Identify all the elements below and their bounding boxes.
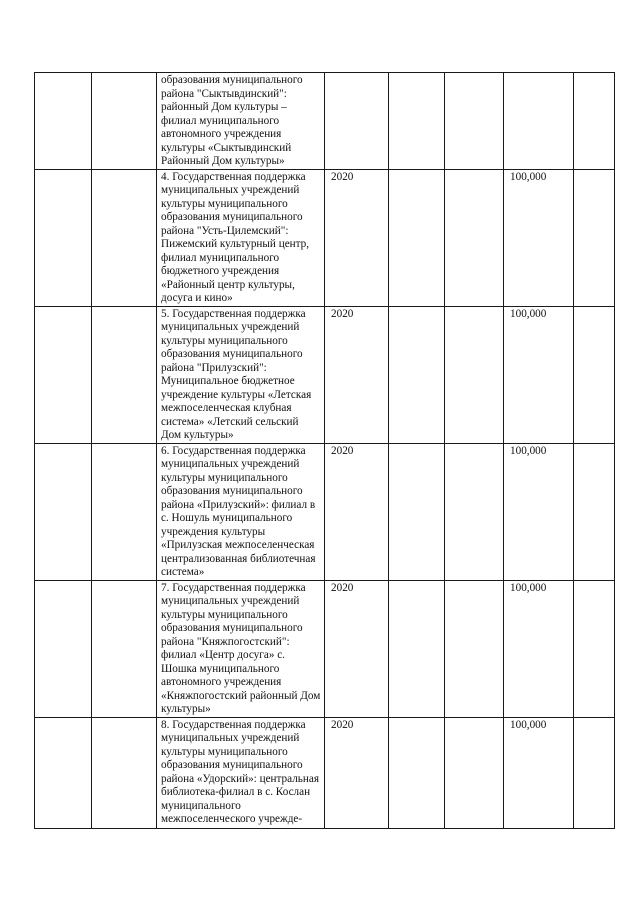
amount-cell: 100,000 xyxy=(504,443,574,580)
empty-cell xyxy=(574,73,615,170)
empty-cell xyxy=(389,169,445,306)
table-row xyxy=(35,306,615,443)
year-cell: 2020 xyxy=(325,169,389,306)
empty-cell xyxy=(445,169,504,306)
code-cell xyxy=(92,306,157,443)
table-row xyxy=(35,717,615,828)
year-cell: 2020 xyxy=(325,306,389,443)
code-cell xyxy=(92,169,157,306)
budget-table xyxy=(34,72,615,829)
empty-cell xyxy=(389,717,445,828)
code-cell xyxy=(92,73,157,170)
table-row xyxy=(35,169,615,306)
description-cell: 4. Государственная поддержка муниципальных учреждений культуры муниципального образования муниципального района "Усть-Цилемский": Пижемский культурный центр, филиал муниципального бюджетного учреждения «Районный центр культуры, досуга и кино» xyxy=(157,169,325,306)
table-row xyxy=(35,443,615,580)
empty-cell xyxy=(445,443,504,580)
amount-cell xyxy=(504,73,574,170)
empty-cell xyxy=(445,717,504,828)
description-cell: 7. Государственная поддержка муниципальных учреждений культуры муниципального образования муниципального района "Княжпогостский": филиал «Центр досуга» с. Шошка муниципального автономного учреждения «Княжпогостский районный Дом культуры» xyxy=(157,580,325,717)
year-cell: 2020 xyxy=(325,717,389,828)
empty-cell xyxy=(574,580,615,717)
table-row xyxy=(35,580,615,717)
row-number-cell xyxy=(35,169,92,306)
year-cell xyxy=(325,73,389,170)
amount-cell: 100,000 xyxy=(504,306,574,443)
amount-cell: 100,000 xyxy=(504,717,574,828)
code-cell xyxy=(92,717,157,828)
row-number-cell xyxy=(35,306,92,443)
year-cell: 2020 xyxy=(325,580,389,717)
row-number-cell xyxy=(35,580,92,717)
empty-cell xyxy=(445,306,504,443)
description-cell: образования муниципального района "Сыктывдинский": районный Дом культуры – филиал муниципального автономного учреждения культуры «Сыктывдинский Районный Дом культуры» xyxy=(157,73,325,170)
amount-cell: 100,000 xyxy=(504,580,574,717)
empty-cell xyxy=(445,580,504,717)
row-number-cell xyxy=(35,443,92,580)
description-cell: 8. Государственная поддержка муниципальных учреждений культуры муниципального образования муниципального района «Удорский»: центральная библиотека-филиал в с. Кослан муниципального межпоселенческого учрежде- xyxy=(157,717,325,828)
year-cell: 2020 xyxy=(325,443,389,580)
table-row xyxy=(35,73,615,170)
empty-cell xyxy=(574,443,615,580)
empty-cell xyxy=(445,73,504,170)
description-cell: 5. Государственная поддержка муниципальных учреждений культуры муниципального образования муниципального района "Прилузский": Муниципальное бюджетное учреждение культуры «Летская межпоселенческая клубная система» «Летский сельский Дом культуры» xyxy=(157,306,325,443)
empty-cell xyxy=(574,169,615,306)
empty-cell xyxy=(574,306,615,443)
empty-cell xyxy=(389,443,445,580)
empty-cell xyxy=(574,717,615,828)
code-cell xyxy=(92,443,157,580)
empty-cell xyxy=(389,306,445,443)
description-cell: 6. Государственная поддержка муниципальных учреждений культуры муниципального образования муниципального района «Прилузский»: филиал в с. Ношуль муниципального учреждения культуры «Прилузская межпоселенческая централизованная библиотечная система» xyxy=(157,443,325,580)
empty-cell xyxy=(389,580,445,717)
code-cell xyxy=(92,580,157,717)
row-number-cell xyxy=(35,717,92,828)
empty-cell xyxy=(389,73,445,170)
row-number-cell xyxy=(35,73,92,170)
amount-cell: 100,000 xyxy=(504,169,574,306)
